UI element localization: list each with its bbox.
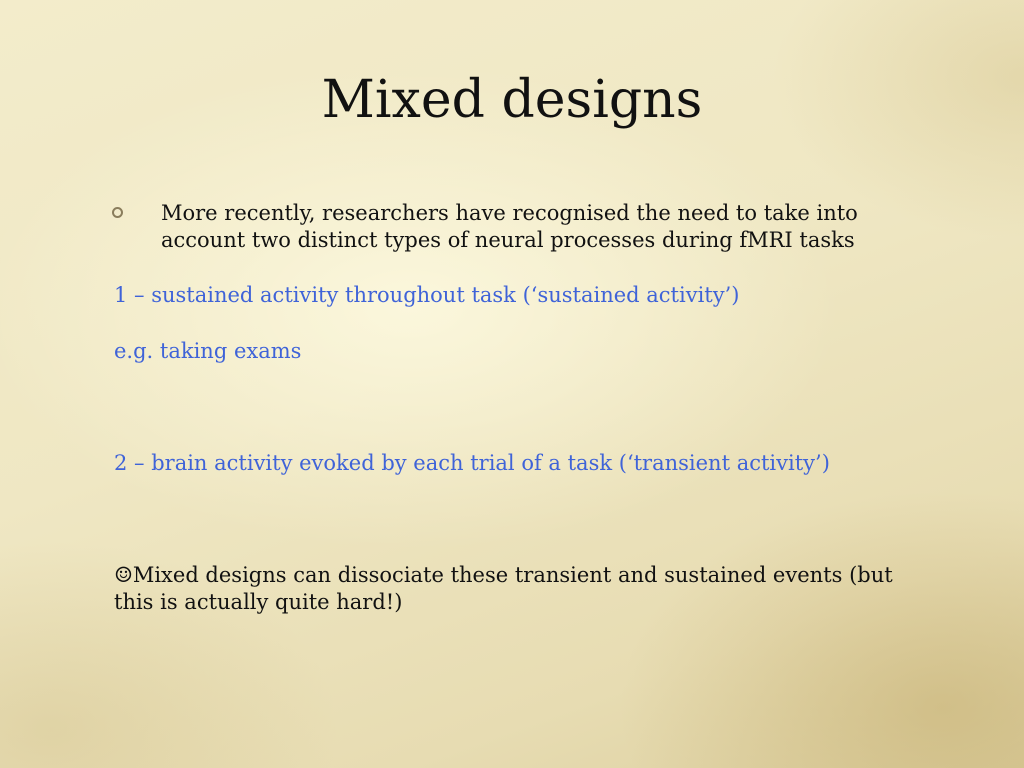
slide-title: Mixed designs	[321, 70, 703, 130]
point-example-exams: e.g. taking exams	[114, 339, 302, 363]
point-sustained-activity: 1 – sustained activity throughout task (‘sustained activity’)	[114, 283, 740, 307]
hollow-circle-bullet-icon	[112, 207, 123, 218]
bullet-text: More recently, researchers have recognised the need to take into account two distinct types of neural processes during fMRI tasks	[161, 201, 858, 252]
bullet-item	[112, 200, 912, 254]
point-transient-activity: 2 – brain activity evoked by each trial of a task (‘transient activity’)	[114, 451, 830, 475]
conclusion-text: ☺Mixed designs can dissociate these transient and sustained events (but this is actually quite hard!)	[114, 563, 893, 614]
